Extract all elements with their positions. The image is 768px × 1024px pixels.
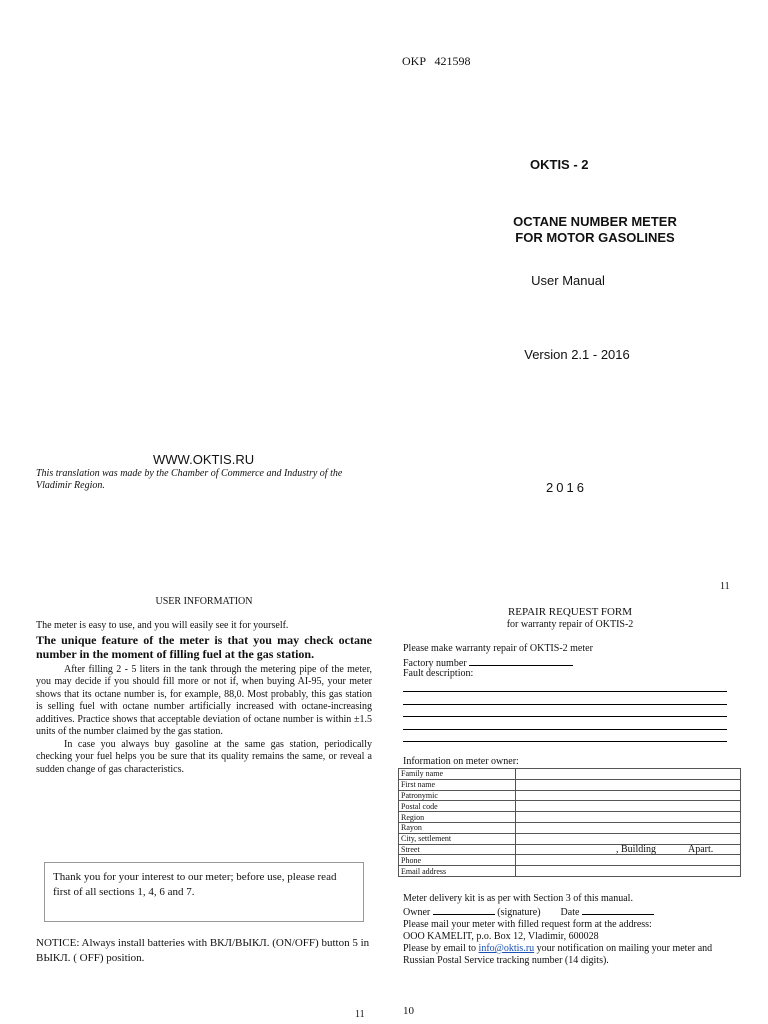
repair-form-subtitle: for warranty repair of OKTIS-2 <box>506 619 634 630</box>
delivery-text: Meter delivery kit is as per with Section 3 of this manual. <box>403 893 633 904</box>
field-label: Postal code <box>399 801 516 812</box>
repair-request-text: Please make warranty repair of OKTIS-2 meter <box>403 643 593 654</box>
field-label: First name <box>399 779 516 790</box>
field-input[interactable] <box>516 812 741 823</box>
table-row <box>399 779 741 790</box>
fault-line[interactable] <box>403 741 727 742</box>
field-label: Rayon <box>399 822 516 833</box>
owner-signature-field[interactable] <box>433 905 495 915</box>
page-number-right: 10 <box>403 1005 414 1017</box>
owner-label: Owner <box>403 907 431 918</box>
version-label: Version 2.1 - 2016 <box>524 347 630 362</box>
fault-line[interactable] <box>403 729 727 730</box>
table-row <box>399 866 741 877</box>
apartment-label: Apart. <box>688 843 714 855</box>
fault-line[interactable] <box>403 716 727 717</box>
repair-form-title: REPAIR REQUEST FORM <box>507 606 633 618</box>
email-prefix: Please by email to <box>403 943 477 954</box>
cover-year: 2016 <box>546 480 587 495</box>
delivery-section <box>403 893 743 967</box>
field-input[interactable] <box>516 790 741 801</box>
owner-signature-row <box>403 905 743 919</box>
field-label: Family name <box>399 769 516 780</box>
fault-line[interactable] <box>403 704 727 705</box>
building-label: , Building <box>616 843 657 855</box>
field-input[interactable] <box>516 769 741 780</box>
table-row <box>399 844 741 855</box>
user-info-body <box>36 620 372 776</box>
mail-instructions: Please mail your meter with filled request form at the address: <box>403 919 652 930</box>
field-label: Email address <box>399 866 516 877</box>
field-input[interactable] <box>516 779 741 790</box>
fault-line[interactable] <box>403 691 727 692</box>
signature-label: (signature) <box>497 907 541 918</box>
email-link[interactable]: info@oktis.ru <box>478 943 535 954</box>
product-subtitle <box>470 214 720 246</box>
factory-number-field[interactable] <box>469 656 573 666</box>
table-row <box>399 790 741 801</box>
thanks-box: Thank you for your interest to our meter; before use, please read first of all sections 1, 4, 6 and 7. <box>44 862 364 922</box>
field-input[interactable] <box>516 866 741 877</box>
table-row <box>399 822 741 833</box>
mail-address: OOO KAMELIT, p.o. Box 12, Vladimir, 600028 <box>403 931 599 942</box>
owner-info-table <box>398 768 741 877</box>
field-label: Street <box>399 844 516 855</box>
subtitle-line-2: FOR MOTOR GASOLINES <box>515 230 675 245</box>
factory-number-label: Factory number <box>403 658 467 669</box>
subtitle-line-1: OCTANE NUMBER METER <box>513 214 677 229</box>
website-link: WWW.OKTIS.RU <box>153 452 255 467</box>
date-field[interactable] <box>582 905 654 915</box>
fault-description-label: Fault description: <box>403 668 474 679</box>
email-instructions <box>403 943 743 967</box>
field-input[interactable] <box>516 855 741 866</box>
field-input[interactable] <box>516 833 741 844</box>
street-input[interactable] <box>516 844 741 855</box>
translation-note: This translation was made by the Chamber of Commerce and Industry of the Vladimir Region. <box>36 468 343 491</box>
field-input[interactable] <box>516 801 741 812</box>
table-row <box>399 801 741 812</box>
table-row <box>399 769 741 780</box>
user-info-p1: The meter is easy to use, and you will easily see it for yourself. <box>36 620 289 631</box>
user-info-feature: The unique feature of the meter is that you may check octane number in the moment of filling fuel at the gas station. <box>36 632 372 661</box>
manual-label: User Manual <box>531 273 605 288</box>
notice-text: NOTICE: Always install batteries with ВКЛ/ВЫКЛ. (ON/OFF) button 5 in ВЫКЛ. ( OFF) position. <box>36 937 370 964</box>
page-number-top: 11 <box>720 581 730 592</box>
product-title: OKTIS - 2 <box>530 157 589 172</box>
owner-info-heading: Information on meter owner: <box>403 756 519 767</box>
table-row <box>399 855 741 866</box>
user-info-title: USER INFORMATION <box>155 596 253 607</box>
email-suffix: your notification on mailing your meter and Russian Postal Service tracking number (14 digits). <box>403 943 713 966</box>
user-info-p4: In case you always buy gasoline at the same gas station, periodically checking your fuel helps you be sure that its quality remains the same, or reveal a sudden change of gas characteristics. <box>36 738 372 775</box>
field-label: Phone <box>399 855 516 866</box>
table-row <box>399 833 741 844</box>
okp-code: OKP 421598 <box>402 54 471 68</box>
field-input[interactable] <box>516 822 741 833</box>
field-label: Region <box>399 812 516 823</box>
user-info-p3: After filling 2 - 5 liters in the tank through the metering pipe of the meter, you may decide if you should fill more or not if, when buying AI-95, your meter shows that its octane number is, for example, 88,0. Most probably, this gas station is selling fuel with octane number artificially increased with octane-increasing additives. Practice shows that acceptable deviation of octane number is within ±1.5 units of the number claimed by the gas station. <box>36 663 372 737</box>
table-row <box>399 812 741 823</box>
page-number-left: 11 <box>355 1009 365 1020</box>
date-label: Date <box>560 907 580 918</box>
field-label: City, settlement <box>399 833 516 844</box>
field-label: Patronymic <box>399 790 516 801</box>
